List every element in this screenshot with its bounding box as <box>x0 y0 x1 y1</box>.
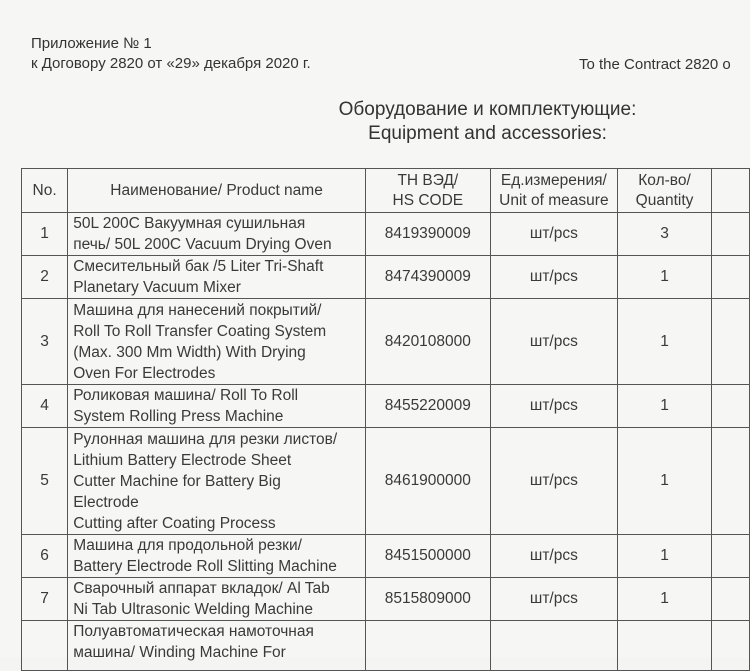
header-quantity <box>618 169 712 213</box>
product-name-line: Oven For Electrodes <box>73 364 216 382</box>
header-no: No. <box>22 169 68 213</box>
row-unit: шт/pcs <box>490 535 617 578</box>
table-header-row <box>22 169 750 213</box>
row-quantity: 1 <box>618 299 712 385</box>
row-number <box>22 621 68 671</box>
annex-reference <box>31 34 311 74</box>
header-name: Наименование/ Product name <box>68 169 366 213</box>
product-name-line: Рулонная машина для резки листов/ <box>73 430 338 448</box>
row-unit: шт/pcs <box>490 256 617 299</box>
row-product-name <box>68 535 366 578</box>
row-number: 6 <box>22 535 68 578</box>
table-row <box>22 535 750 578</box>
row-extra-cell <box>712 299 750 385</box>
table-row <box>22 213 750 256</box>
header-qty-line2: Quantity <box>635 191 694 209</box>
row-unit: шт/pcs <box>490 299 617 385</box>
product-name-line: Полуавтоматическая намоточная <box>73 623 314 640</box>
row-hs-code: 8455220009 <box>365 385 490 428</box>
product-name-line: Electrode <box>73 493 139 511</box>
header-unit <box>490 169 617 213</box>
row-hs-code: 8474390009 <box>365 256 490 299</box>
product-name-line: 50L 200C Вакуумная сушильная <box>73 215 306 232</box>
product-name-line: Planetary Vacuum Mixer <box>73 279 241 296</box>
header-extra <box>712 169 750 213</box>
row-hs-code: 8420108000 <box>365 299 490 385</box>
document-title <box>0 98 750 146</box>
annex-contract-en: To the Contract 2820 o <box>579 56 731 73</box>
row-extra-cell <box>712 213 750 256</box>
row-unit: шт/pcs <box>490 213 617 256</box>
product-name-line: Роликовая машина/ Roll To Roll <box>73 387 299 404</box>
header-hs-line2: HS CODE <box>392 191 464 209</box>
product-name-line: печь/ 50L 200C Vacuum Drying Oven <box>73 236 332 253</box>
row-hs-code: 8461900000 <box>365 428 490 535</box>
annex-contract-ru: к Договору 2820 от «29» декабря 2020 г. <box>31 55 311 72</box>
header-hs-line1: ТН ВЭД/ <box>397 171 459 189</box>
row-product-name <box>68 299 366 385</box>
table-row <box>22 578 750 621</box>
row-extra-cell <box>712 256 750 299</box>
product-name-line: машина/ Winding Machine For <box>73 644 286 661</box>
annex-number: Приложение № 1 <box>31 35 152 52</box>
row-extra-cell <box>712 428 750 535</box>
table-row <box>22 428 750 535</box>
row-number: 3 <box>22 299 68 385</box>
product-name-line: Cutter Machine for Battery Big <box>73 472 281 490</box>
product-name-line: (Max. 300 Mm Width) With Drying <box>73 343 306 361</box>
row-hs-code: 8515809000 <box>365 578 490 621</box>
product-name-line: Lithium Battery Electrode Sheet <box>73 451 292 469</box>
row-unit: шт/pcs <box>490 578 617 621</box>
row-hs-code: 8451500000 <box>365 535 490 578</box>
row-quantity: 1 <box>618 535 712 578</box>
product-name-line: Сварочный аппарат вкладок/ Al Tab <box>73 580 330 597</box>
product-name-line: Ni Tab Ultrasonic Welding Machine <box>73 601 314 618</box>
row-product-name <box>68 385 366 428</box>
row-hs-code: 8419390009 <box>365 213 490 256</box>
table-body <box>22 213 750 671</box>
row-hs-code <box>365 621 490 671</box>
product-name-line: System Rolling Press Machine <box>73 408 284 425</box>
row-number: 2 <box>22 256 68 299</box>
product-name-line: Battery Electrode Roll Slitting Machine <box>73 558 337 575</box>
row-extra-cell <box>712 621 750 671</box>
title-en: Equipment and accessories: <box>368 123 607 144</box>
row-product-name <box>68 428 366 535</box>
row-product-name <box>68 621 366 671</box>
product-name-line: Cutting after Coating Process <box>73 514 276 532</box>
table-row <box>22 299 750 385</box>
row-product-name <box>68 256 366 299</box>
product-name-line: Машина для нанесений покрытий/ <box>73 301 322 319</box>
row-number: 5 <box>22 428 68 535</box>
header-qty-line1: Кол-во/ <box>638 171 691 189</box>
table-row <box>22 385 750 428</box>
header-unit-line1: Ед.измерения/ <box>500 171 607 189</box>
header-hs-code <box>365 169 490 213</box>
row-quantity <box>618 621 712 671</box>
title-ru: Оборудование и комплектующие: <box>338 99 637 120</box>
row-extra-cell <box>712 535 750 578</box>
equipment-table <box>21 168 750 671</box>
row-quantity: 1 <box>618 256 712 299</box>
row-number: 7 <box>22 578 68 621</box>
header-unit-line2: Unit of measure <box>499 191 609 209</box>
row-number: 1 <box>22 213 68 256</box>
row-unit <box>490 621 617 671</box>
row-product-name <box>68 213 366 256</box>
row-quantity: 1 <box>618 428 712 535</box>
table-row <box>22 621 750 671</box>
product-name-line: Машина для продольной резки/ <box>73 537 302 554</box>
row-extra-cell <box>712 578 750 621</box>
table-row <box>22 256 750 299</box>
row-quantity: 1 <box>618 385 712 428</box>
product-name-line: Roll To Roll Transfer Coating System <box>73 322 327 340</box>
row-unit: шт/pcs <box>490 385 617 428</box>
row-quantity: 1 <box>618 578 712 621</box>
product-name-line: Смесительный бак /5 Liter Tri-Shaft <box>73 258 324 275</box>
row-quantity: 3 <box>618 213 712 256</box>
row-extra-cell <box>712 385 750 428</box>
row-unit: шт/pcs <box>490 428 617 535</box>
row-product-name <box>68 578 366 621</box>
row-number: 4 <box>22 385 68 428</box>
